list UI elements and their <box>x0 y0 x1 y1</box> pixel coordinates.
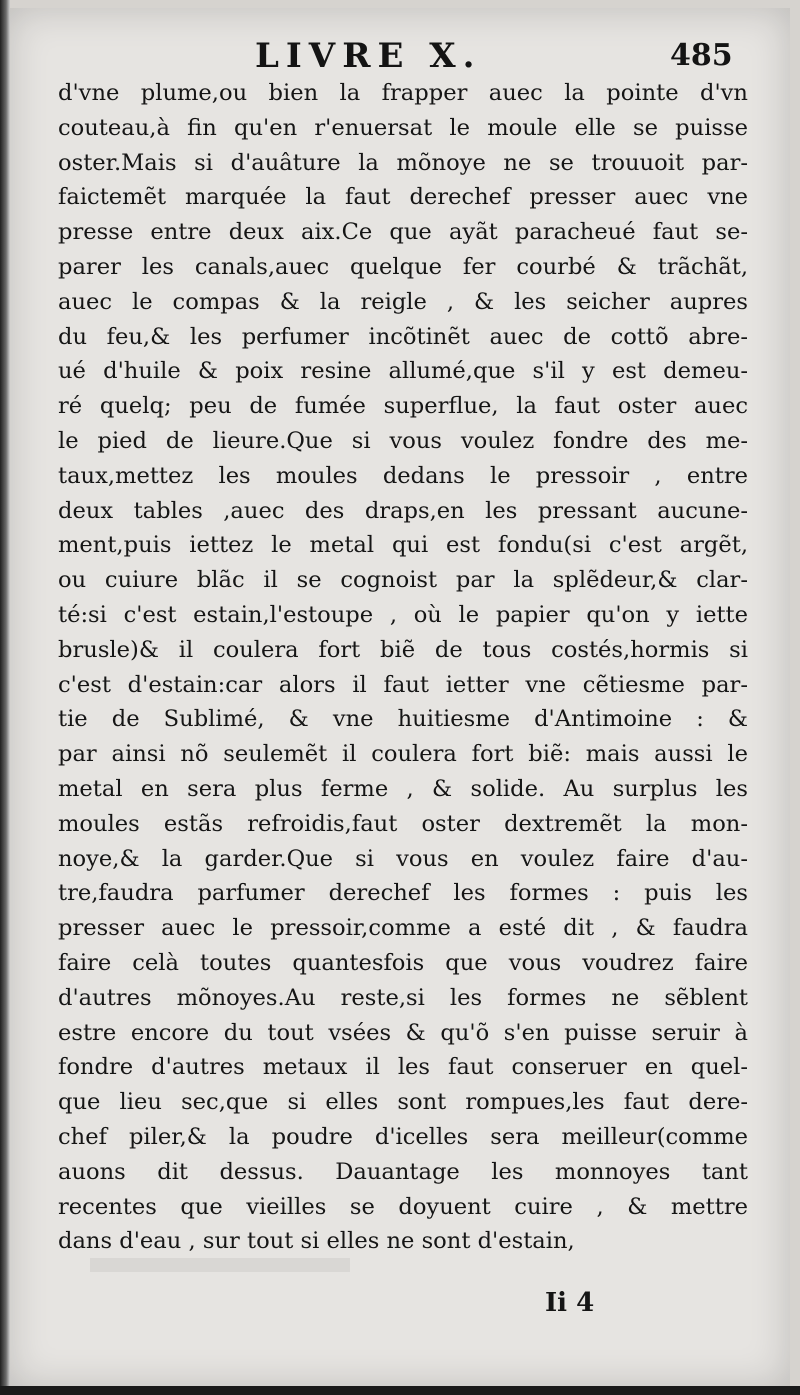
text-line: moules estãs refroidis,faut oster dextremẽt la mon- <box>58 810 748 837</box>
text-line: par ainsi nõ seulemẽt il coulera fort biẽ: mais aussi le <box>58 741 748 768</box>
text-line: dans d'eau , sur tout si elles ne sont d'estain, <box>58 1228 575 1255</box>
text-line: auons dit dessus. Dauantage les monnoyes tant <box>58 1158 748 1185</box>
text-line: tre,faudra parfumer derechef les formes : puis les <box>58 880 748 907</box>
text-line: du feu,& les perfumer incõtinẽt auec de cottõ abre- <box>58 323 748 350</box>
text-line: ou cuiure blãc il se cognoist par la splẽdeur,& clar- <box>58 567 748 594</box>
page-gutter-shadow <box>0 0 10 1395</box>
text-line: presser auec le pressoir,comme a esté dit , & faudra <box>58 915 748 942</box>
text-line: couteau,à fin qu'en r'enuersat le moule elle se puisse <box>58 114 748 141</box>
text-line: noye,& la garder.Que si vous en voulez faire d'au- <box>58 845 748 872</box>
text-line: oster.Mais si d'auâture la mõnoye ne se trouuoit par- <box>58 149 748 176</box>
text-line: metal en sera plus ferme , & solide. Au surplus les <box>58 775 748 802</box>
scan-bottom-edge <box>0 1386 800 1395</box>
ink-bleed-through <box>90 1258 350 1272</box>
signature-mark: Ii 4 <box>545 1288 595 1318</box>
text-line: faire celà toutes quantesfois que vous voudrez faire <box>58 949 748 976</box>
text-line: ré quelq; peu de fumée superflue, la faut oster auec <box>58 393 748 420</box>
text-line: estre encore du tout vsées & qu'õ s'en puisse seruir à <box>58 1019 748 1046</box>
text-line: d'vne plume,ou bien la frapper auec la pointe d'vn <box>58 80 748 106</box>
text-line: ué d'huile & poix resine allumé,que s'il y est demeu- <box>58 358 748 385</box>
text-line: que lieu sec,que si elles sont rompues,les faut dere- <box>58 1089 748 1116</box>
text-line: chef piler,& la poudre d'icelles sera meilleur(comme <box>58 1123 748 1150</box>
text-line: té:si c'est estain,l'estoupe , où le papier qu'on y iette <box>58 601 748 628</box>
text-line: parer les canals,auec quelque fer courbé & trãchãt, <box>58 253 748 280</box>
text-line: auec le compas & la reigle , & les seicher aupres <box>58 288 748 315</box>
text-line: c'est d'estain:car alors il faut ietter vne cẽtiesme par- <box>58 671 748 698</box>
text-line: ment,puis iettez le metal qui est fondu(si c'est argẽt, <box>58 532 748 559</box>
text-line: brusle)& il coulera fort biẽ de tous costés,hormis si <box>58 636 748 663</box>
text-line: recentes que vieilles se doyuent cuire , & mettre <box>58 1193 748 1220</box>
text-line: d'autres mõnoyes.Au reste,si les formes ne sẽblent <box>58 984 748 1011</box>
text-line: faictemẽt marquée la faut derechef presser auec vne <box>58 184 748 211</box>
text-line: fondre d'autres metaux il les faut conseruer en quel- <box>58 1054 748 1081</box>
text-line: presse entre deux aix.Ce que ayãt paracheué faut se- <box>58 219 748 246</box>
body-text <box>58 76 748 1259</box>
page-number: 485 <box>670 38 733 73</box>
running-head: LIVRE X. <box>255 36 482 76</box>
text-line: deux tables ,auec des draps,en les pressant aucune- <box>58 497 748 524</box>
text-line: taux,mettez les moules dedans le pressoir , entre <box>58 462 748 489</box>
text-line: le pied de lieure.Que si vous voulez fondre des me- <box>58 427 748 454</box>
text-line: tie de Sublimé, & vne huitiesme d'Antimoine : & <box>58 706 748 733</box>
